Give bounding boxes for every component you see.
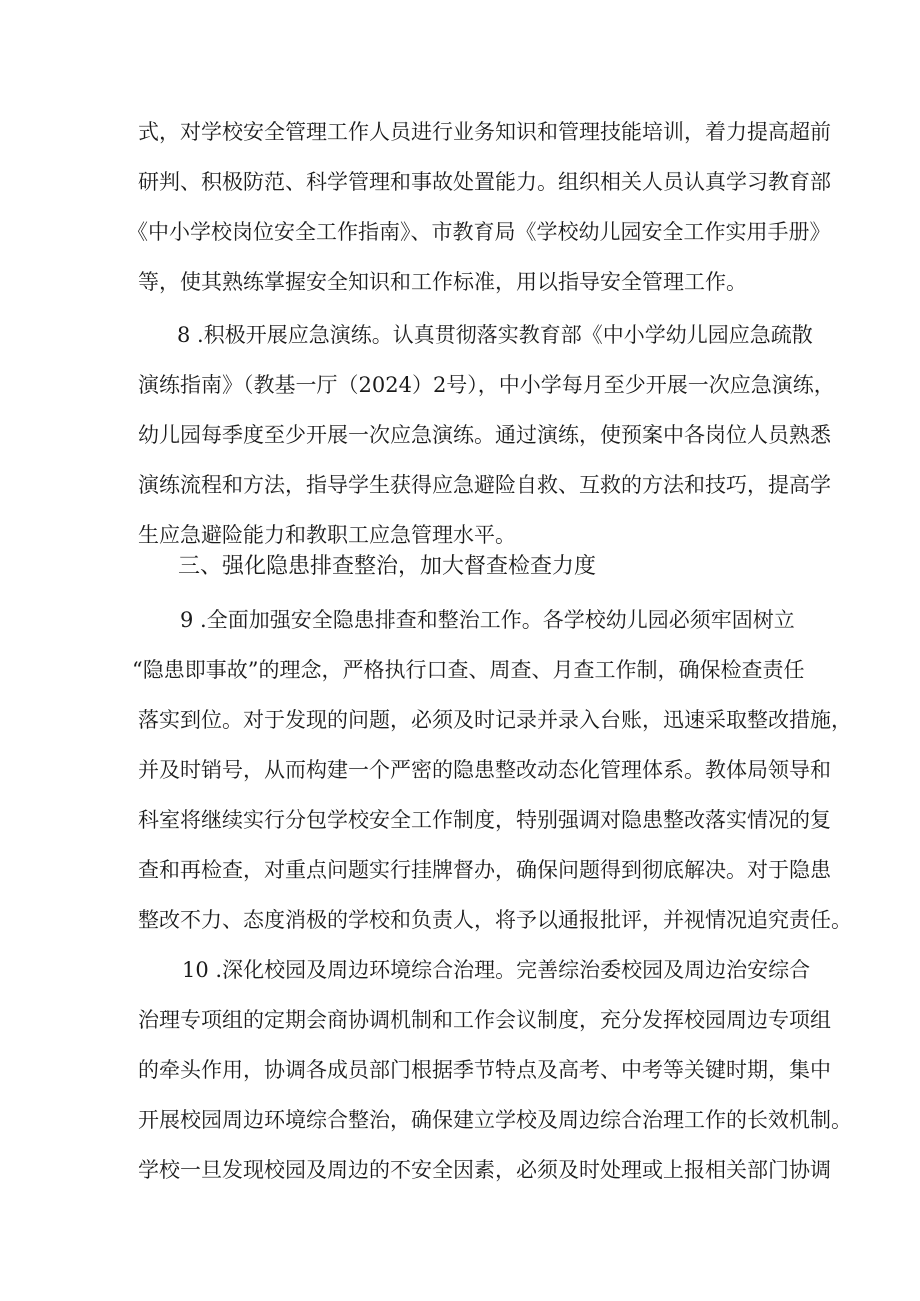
paragraph-2-line-1: 8 .积极开展应急演练。认真贯彻落实教育部《中小学幼儿园应急疏散 [177, 323, 813, 347]
paragraph-1-line-3: 《中小学校岗位安全工作指南》、市教育局《学校幼儿园安全工作实用手册》 [127, 220, 831, 244]
paragraph-3-line-2: “隐患即事故”的理念，严格执行口查、周查、月查工作制，确保检查责任 [132, 658, 805, 682]
section-heading: 三、强化隐患排查整治，加大督查检查力度 [178, 554, 597, 579]
paragraph-3-line-1: 9 .全面加强安全隐患排查和整治工作。各学校幼儿园必须牢固树立 [180, 608, 795, 632]
paragraph-2-line-3: 幼儿园每季度至少开展一次应急演练。通过演练，使预案中各岗位人员熟悉 [138, 423, 831, 447]
paragraph-4-line-1: 10 .深化校园及周边环境综合治理。完善综治委校园及周边治安综合 [182, 958, 811, 982]
paragraph-3-line-5: 科室将继续实行分包学校安全工作制度，特别强调对隐患整改落实情况的复 [138, 808, 831, 832]
paragraph-4-line-4: 开展校园周边环境综合整治，确保建立学校及周边综合治理工作的长效机制。 [138, 1108, 852, 1132]
paragraph-2-line-2: 演练指南》（教基一厅（2024）2号），中小学每月至少开展一次应急演练， [138, 373, 835, 397]
paragraph-3-line-7: 整改不力、态度消极的学校和负责人，将予以通报批评，并视情况追究责任。 [138, 908, 852, 932]
paragraph-3-line-3: 落实到位。对于发现的问题，必须及时记录并录入台账，迅速采取整改措施， [138, 708, 852, 732]
paragraph-4-line-3: 的牵头作用，协调各成员部门根据季节特点及高考、中考等关键时期，集中 [138, 1058, 831, 1082]
paragraph-2-line-5: 生应急避险能力和教职工应急管理水平。 [138, 523, 516, 547]
paragraph-3-line-4: 并及时销号，从而构建一个严密的隐患整改动态化管理体系。教体局领导和 [138, 758, 831, 782]
paragraph-3-line-6: 查和再检查，对重点问题实行挂牌督办，确保问题得到彻底解决。对于隐患 [138, 858, 831, 882]
paragraph-1-line-2: 研判、积极防范、科学管理和事故处置能力。组织相关人员认真学习教育部 [138, 170, 831, 194]
paragraph-2-line-4: 演练流程和方法，指导学生获得应急避险自救、互救的方法和技巧，提高学 [138, 473, 831, 497]
paragraph-1-line-1: 式，对学校安全管理工作人员进行业务知识和管理技能培训，着力提高超前 [138, 120, 831, 144]
paragraph-4-line-5: 学校一旦发现校园及周边的不安全因素，必须及时处理或上报相关部门协调 [138, 1158, 831, 1182]
paragraph-4-line-2: 治理专项组的定期会商协调机制和工作会议制度，充分发挥校园周边专项组 [138, 1008, 831, 1032]
paragraph-1-line-4: 等，使其熟练掌握安全知识和工作标准，用以指导安全管理工作。 [138, 270, 747, 294]
